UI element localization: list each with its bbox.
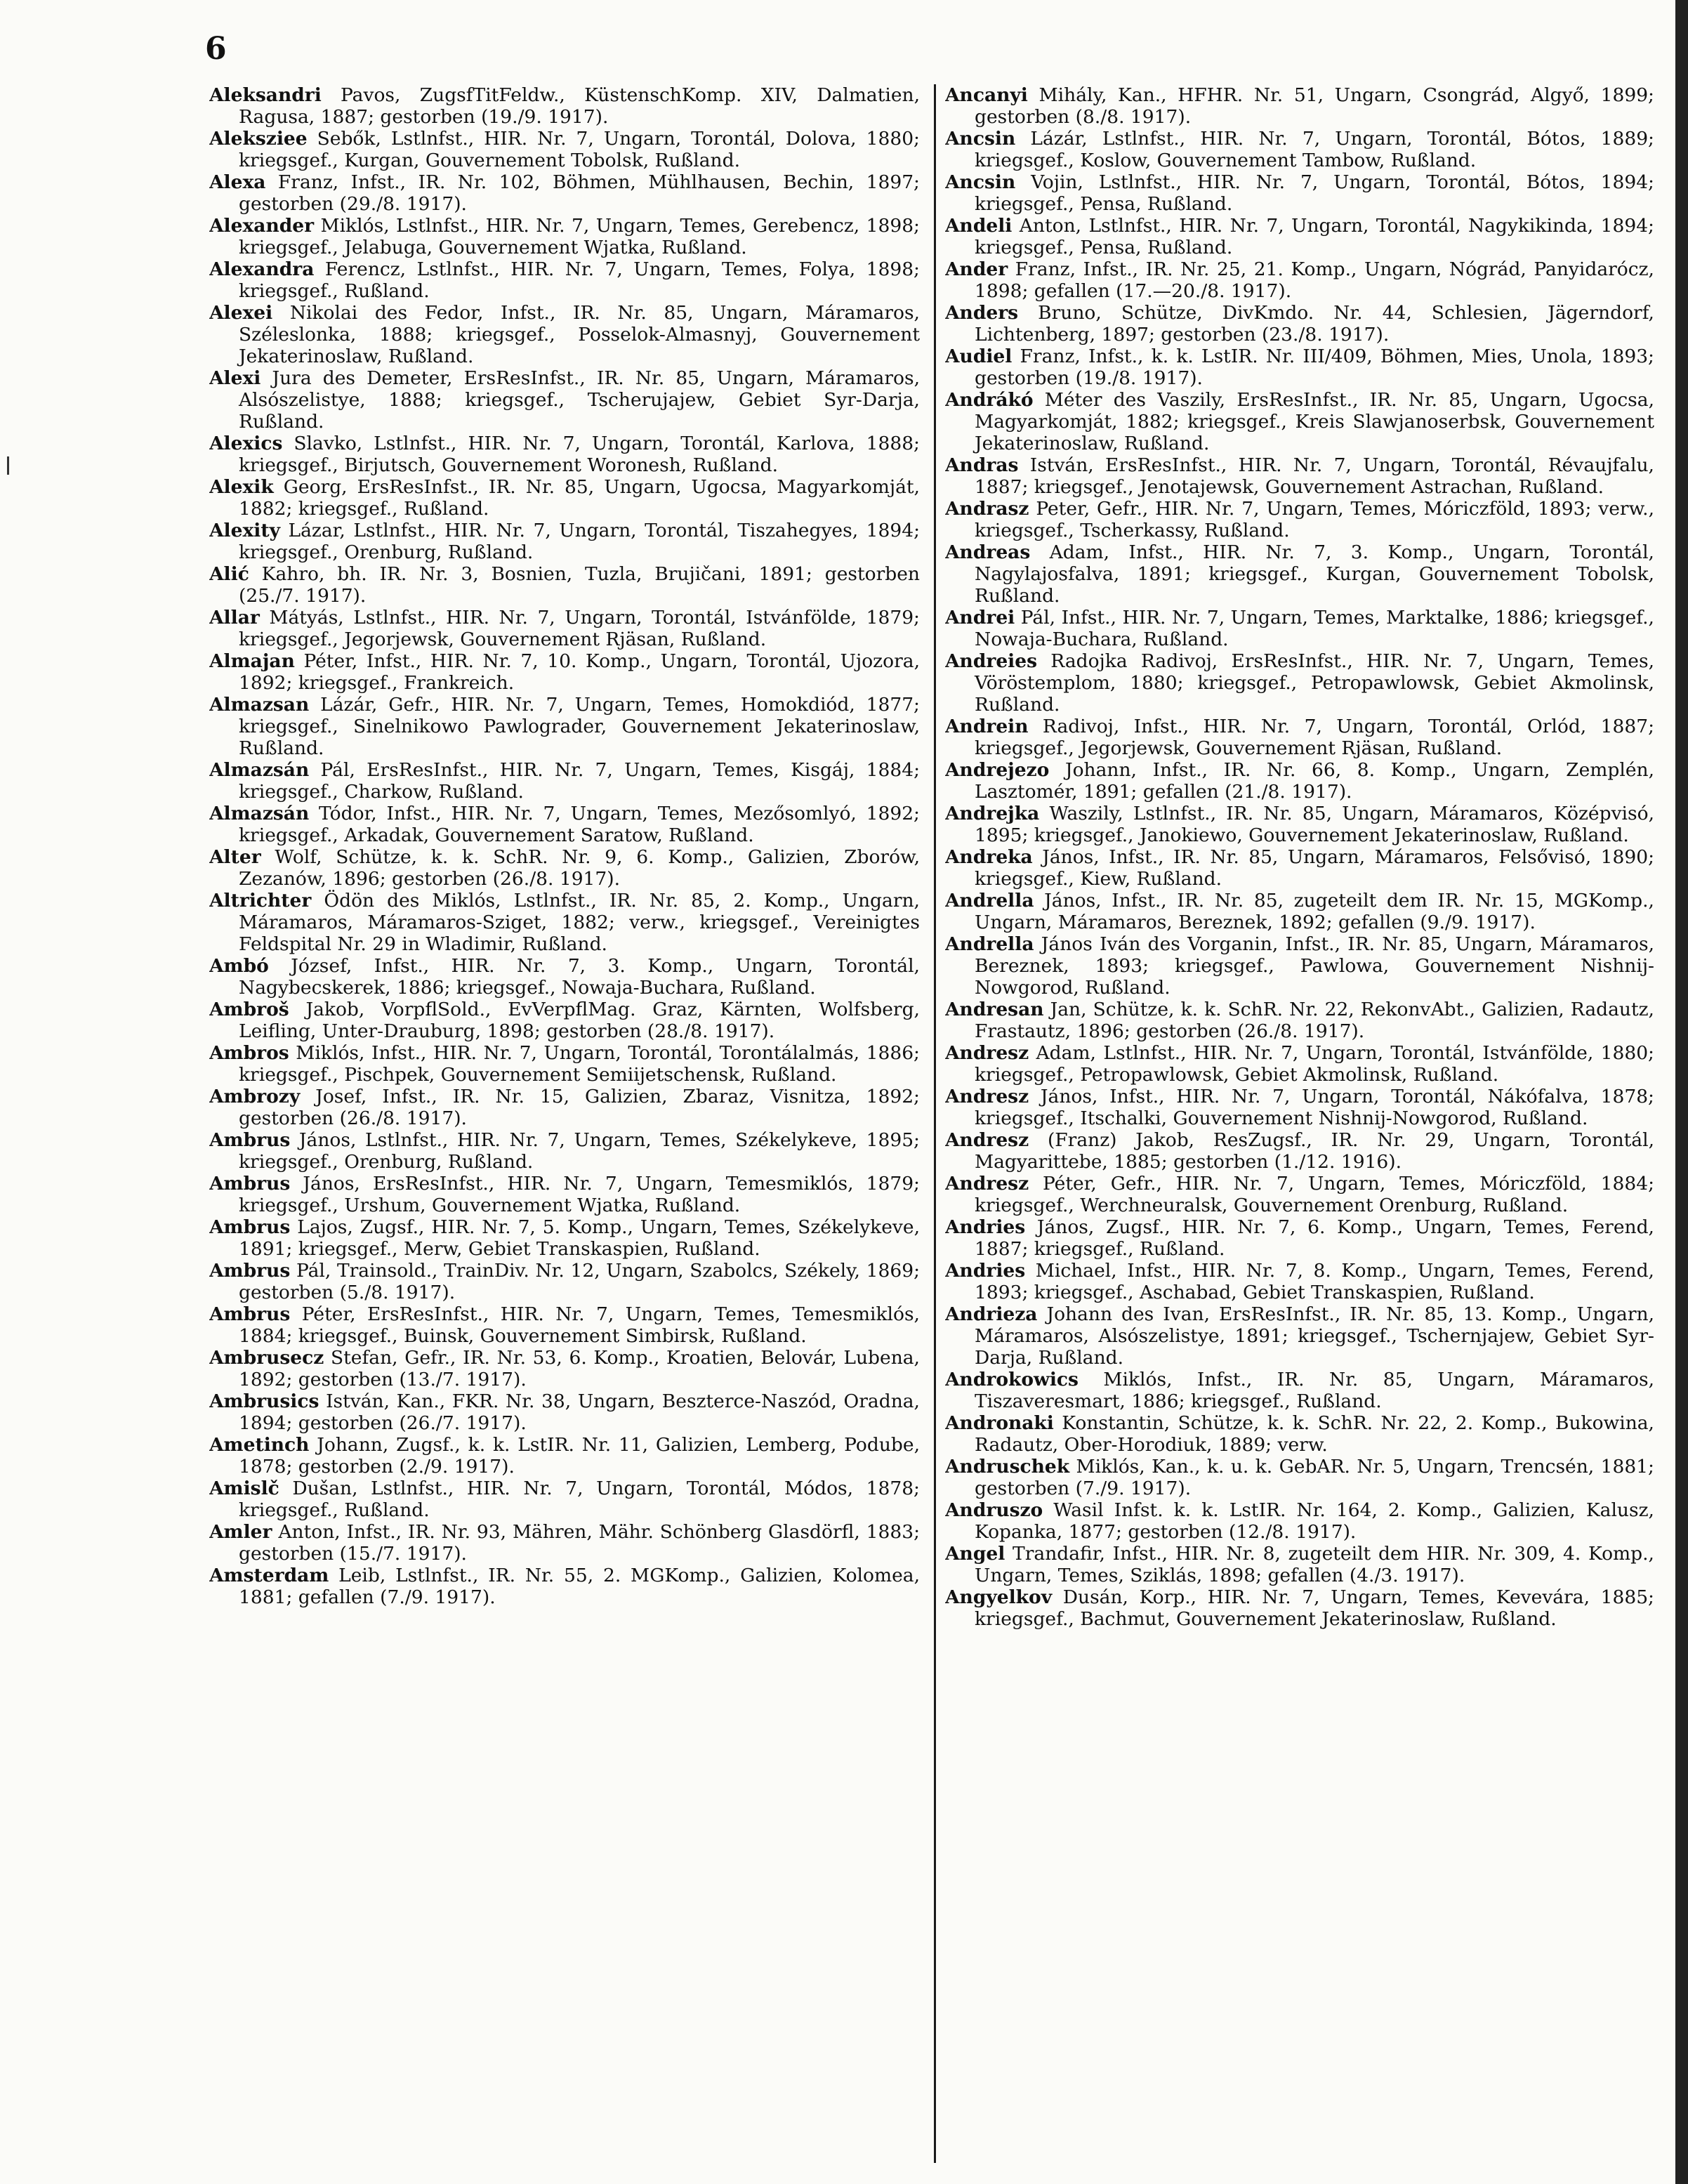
casualty-entry (209, 1347, 920, 1390)
entry-details: Josef, Infst., IR. Nr. 15, Galizien, Zbaraz, Visnitza, 1892; gestorben (26./8. 1917). (239, 1086, 920, 1129)
entry-surname: Andresz (945, 1042, 1029, 1064)
entry-surname: Andras (945, 454, 1019, 476)
entry-details: Lázár, Gefr., HIR. Nr. 7, Ungarn, Temes, Homokdiód, 1877; kriegsgef., Sinelnikowo Pawlograder, Gouvernement Jekaterinoslaw, Rußland. (239, 694, 920, 759)
entry-surname: Almazsan (209, 694, 310, 716)
casualty-entry (209, 302, 920, 367)
casualty-entry (945, 454, 1654, 498)
entry-surname: Alter (209, 846, 261, 868)
entry-details: István, ErsResInfst., HIR. Nr. 7, Ungarn, Torontál, Révaujfalu, 1887; kriegsgef., Jenotajewsk, Gouvernement Astrachan, Rußland. (975, 454, 1654, 498)
entry-surname: Almazsán (209, 803, 310, 824)
entry-details: Slavko, Lstlnfst., HIR. Nr. 7, Ungarn, Torontál, Karlova, 1888; kriegsgef., Birjutsch, Gouvernement Woronesh, Rußland. (239, 433, 920, 476)
entry-surname: Andronaki (945, 1412, 1054, 1434)
entry-surname: Ametinch (209, 1434, 310, 1456)
casualty-entry (945, 389, 1654, 454)
entry-details: Waszily, Lstlnfst., IR. Nr. 85, Ungarn, Máramaros, Középvisó, 1895; kriegsgef., Janokiewo, Gouvernement Jekaterinoslaw, Rußland. (975, 803, 1654, 846)
entry-details: Péter, ErsResInfst., HIR. Nr. 7, Ungarn, Temes, Temesmiklós, 1884; kriegsgef., Buinsk, Gouvernement Simbirsk, Rußland. (239, 1303, 920, 1347)
entry-surname: Andrella (945, 933, 1034, 955)
entry-details: Péter, Gefr., HIR. Nr. 7, Ungarn, Temes, Móriczföld, 1884; kriegsgef., Werchneuralsk, Gouvernement Orenburg, Rußland. (975, 1173, 1654, 1216)
entry-details: Konstantin, Schütze, k. k. SchR. Nr. 22, 2. Komp., Bukowina, Radautz, Ober-Horodiuk, 1889; verw. (975, 1412, 1654, 1456)
entry-surname: Alexandra (209, 258, 315, 280)
casualty-entry (945, 607, 1654, 650)
entry-details: Miklós, Infst., HIR. Nr. 7, Ungarn, Torontál, Torontálalmás, 1886; kriegsgef., Pischpek, Gouvernement Semiijetschensk, Rußland. (239, 1042, 920, 1086)
entry-surname: Andrein (945, 716, 1029, 737)
entry-surname: Ambrus (209, 1173, 291, 1195)
entry-surname: Amislč (209, 1478, 279, 1499)
casualty-entry (209, 367, 920, 433)
entry-surname: Aleksziee (209, 128, 308, 150)
entry-surname: Andruszo (945, 1499, 1043, 1521)
entry-details: József, Infst., HIR. Nr. 7, 3. Komp., Ungarn, Torontál, Nagybecskerek, 1886; kriegsgef., Nowaja-Buchara, Rußland. (239, 955, 920, 999)
entry-surname: Angel (945, 1543, 1005, 1565)
entry-details: Lázar, Lstlnfst., HIR. Nr. 7, Ungarn, Torontál, Tiszahegyes, 1894; kriegsgef., Orenburg, Rußland. (239, 520, 920, 563)
entry-surname: Ambrus (209, 1303, 291, 1325)
casualty-entry (209, 1216, 920, 1260)
entry-details: Georg, ErsResInfst., IR. Nr. 85, Ungarn, Ugocsa, Magyarkomját, 1882; kriegsgef., Rußland. (239, 476, 920, 520)
entry-details: (Franz) Jakob, ResZugsf., IR. Nr. 29, Ungarn, Torontál, Magyarittebe, 1885; gestorben (1./12. 1916). (975, 1129, 1654, 1173)
entry-details: János, Zugsf., HIR. Nr. 7, 6. Komp., Ungarn, Temes, Ferend, 1887; kriegsgef., Rußland. (975, 1216, 1654, 1260)
entry-details: Dušan, Lstlnfst., HIR. Nr. 7, Ungarn, Torontál, Módos, 1878; kriegsgef., Rußland. (239, 1478, 920, 1521)
entry-details: Pavos, ZugsfTitFeldw., KüstenschKomp. XIV, Dalmatien, Ragusa, 1887; gestorben (19./9. 1917). (239, 84, 920, 128)
entry-details: Adam, Infst., HIR. Nr. 7, 3. Komp., Ungarn, Torontál, Nagylajosfalva, 1891; kriegsgef., Kurgan, Gouvernement Tobolsk, Rußland. (975, 541, 1654, 607)
entry-details: Pál, Trainsold., TrainDiv. Nr. 12, Ungarn, Szabolcs, Székely, 1869; gestorben (5./8. 1917). (239, 1260, 920, 1303)
casualty-entry (209, 1478, 920, 1521)
entry-details: Wolf, Schütze, k. k. SchR. Nr. 9, 6. Komp., Galizien, Zborów, Zezanów, 1896; gestorben (26./8. 1917). (239, 846, 920, 890)
casualty-entry (945, 1216, 1654, 1260)
casualty-entry (209, 84, 920, 128)
entry-details: Michael, Infst., HIR. Nr. 7, 8. Komp., Ungarn, Temes, Ferend, 1893; kriegsgef., Aschabad, Gebiet Transkaspien, Rußland. (975, 1260, 1654, 1303)
casualty-entry (945, 890, 1654, 933)
entry-surname: Andreas (945, 541, 1031, 563)
entry-details: Anton, Infst., IR. Nr. 93, Mähren, Mähr. Schönberg Glasdörfl, 1883; gestorben (15./7. 1917). (239, 1521, 920, 1565)
entry-surname: Andries (945, 1260, 1026, 1282)
casualty-entry (945, 346, 1654, 389)
casualty-entry (945, 1456, 1654, 1499)
entry-surname: Alexei (209, 302, 273, 324)
entry-details: János Iván des Vorganin, Infst., IR. Nr. 85, Ungarn, Máramaros, Bereznek, 1893; kriegsgef., Pawlowa, Gouvernement Nishnij-Nowgorod, Rußland. (975, 933, 1654, 999)
casualty-entry (945, 215, 1654, 258)
casualty-entry (209, 520, 920, 563)
entry-details: János, ErsResInfst., HIR. Nr. 7, Ungarn, Temesmiklós, 1879; kriegsgef., Urshum, Gouvernement Wjatka, Rußland. (239, 1173, 920, 1216)
entry-details: Vojin, Lstlnfst., HIR. Nr. 7, Ungarn, Torontál, Bótos, 1894; kriegsgef., Pensa, Rußland. (975, 171, 1654, 215)
casualty-entry (945, 171, 1654, 215)
casualty-entry (945, 846, 1654, 890)
casualty-entry (945, 1260, 1654, 1303)
entry-surname: Andrákó (945, 389, 1034, 411)
entry-details: Wasil Infst. k. k. LstIR. Nr. 164, 2. Komp., Galizien, Kalusz, Kopanka, 1877; gestorben (12./8. 1917). (975, 1499, 1654, 1543)
entry-details: Jura des Demeter, ErsResInfst., IR. Nr. 85, Ungarn, Máramaros, Alsószelistye, 1888; kriegsgef., Tscherujajew, Gebiet Syr-Darja, Rußland. (239, 367, 920, 433)
entry-surname: Almazsán (209, 759, 310, 781)
entry-surname: Ander (945, 258, 1008, 280)
entry-details: Kahro, bh. IR. Nr. 3, Bosnien, Tuzla, Brujičani, 1891; gestorben (25./7. 1917). (239, 563, 920, 607)
casualty-entry (945, 1303, 1654, 1369)
entry-details: Méter des Vaszily, ErsResInfst., IR. Nr. 85, Ungarn, Ugocsa, Magyarkomját, 1882; kriegsgef., Kreis Slawjanoserbsk, Gouvernement Jekaterinoslaw, Rußland. (975, 389, 1654, 454)
entry-surname: Almajan (209, 650, 295, 672)
casualty-entry (209, 563, 920, 607)
entry-details: Bruno, Schütze, DivKmdo. Nr. 44, Schlesien, Jägerndorf, Lichtenberg, 1897; gestorben (23./8. 1917). (975, 302, 1654, 346)
entry-details: Péter, Infst., HIR. Nr. 7, 10. Komp., Ungarn, Torontál, Ujozora, 1892; kriegsgef., Frankreich. (239, 650, 920, 694)
casualty-entry (209, 433, 920, 476)
entry-surname: Ambrusics (209, 1390, 319, 1412)
entry-surname: Andresan (945, 999, 1044, 1020)
entry-details: János, Lstlnfst., HIR. Nr. 7, Ungarn, Temes, Székelykeve, 1895; kriegsgef., Orenburg, Rußland. (239, 1129, 920, 1173)
entry-details: Lajos, Zugsf., HIR. Nr. 7, 5. Komp., Ungarn, Temes, Székelykeve, 1891; kriegsgef., Merw, Gebiet Transkaspien, Rußland. (239, 1216, 920, 1260)
entry-details: Johann des Ivan, ErsResInfst., IR. Nr. 85, 13. Komp., Ungarn, Máramaros, Alsószelistye, 1891; kriegsgef., Tschernjajew, Gebiet Syr-Darja, Rußland. (975, 1303, 1654, 1369)
entry-surname: Ambrus (209, 1216, 291, 1238)
page-number: 6 (205, 31, 227, 67)
entry-surname: Alexik (209, 476, 274, 498)
casualty-entry (209, 171, 920, 215)
entry-details: István, Kan., FKR. Nr. 38, Ungarn, Beszterce-Naszód, Oradna, 1894; gestorben (26./7. 1917). (239, 1390, 920, 1434)
casualty-entry (945, 258, 1654, 302)
casualty-entry (209, 215, 920, 258)
entry-details: Pál, ErsResInfst., HIR. Nr. 7, Ungarn, Temes, Kisgáj, 1884; kriegsgef., Charkow, Rußland. (239, 759, 920, 803)
entry-surname: Andreies (945, 650, 1038, 672)
entry-surname: Anders (945, 302, 1019, 324)
entry-surname: Andreka (945, 846, 1033, 868)
casualty-entry (209, 128, 920, 171)
entry-details: Jan, Schütze, k. k. SchR. Nr. 22, RekonvAbt., Galizien, Radautz, Frastautz, 1896; gestorben (26./8. 1917). (975, 999, 1654, 1042)
entry-details: Miklós, Infst., IR. Nr. 85, Ungarn, Máramaros, Tiszaveresmart, 1886; kriegsgef., Rußland. (975, 1369, 1654, 1412)
entry-surname: Andruschek (945, 1456, 1070, 1478)
casualty-entry (945, 933, 1654, 999)
entry-details: Anton, Lstlnfst., HIR. Nr. 7, Ungarn, Torontál, Nagykikinda, 1894; kriegsgef., Pensa, Rußland. (975, 215, 1654, 258)
casualty-entry (945, 302, 1654, 346)
entry-surname: Andrella (945, 890, 1034, 912)
entry-surname: Andrieza (945, 1303, 1038, 1325)
casualty-entry (945, 803, 1654, 846)
entry-details: Johann, Infst., IR. Nr. 66, 8. Komp., Ungarn, Zemplén, Lasztomér, 1891; gefallen (21./8. 1917). (975, 759, 1654, 803)
casualty-entry (945, 541, 1654, 607)
scan-edge (1675, 0, 1688, 2184)
casualty-entry (209, 999, 920, 1042)
entry-surname: Alexity (209, 520, 280, 541)
casualty-entry (945, 1412, 1654, 1456)
casualty-entry (209, 846, 920, 890)
entry-details: Franz, Infst., IR. Nr. 102, Böhmen, Mühlhausen, Bechin, 1897; gestorben (29./8. 1917). (239, 171, 920, 215)
entry-surname: Androkowics (945, 1369, 1079, 1390)
entry-details: Franz, Infst., k. k. LstIR. Nr. III/409, Böhmen, Mies, Unola, 1893; gestorben (19./8. 1917). (975, 346, 1654, 389)
casualty-entry (945, 1086, 1654, 1129)
column-divider (934, 84, 936, 2163)
entry-surname: Andrei (945, 607, 1015, 629)
casualty-entry (945, 1173, 1654, 1216)
casualty-entry (209, 694, 920, 759)
entry-surname: Amler (209, 1521, 272, 1543)
entry-surname: Ambros (209, 1042, 289, 1064)
entry-details: Johann, Zugsf., k. k. LstIR. Nr. 11, Galizien, Lemberg, Podube, 1878; gestorben (2./9. 1917). (239, 1434, 920, 1478)
casualty-entry (945, 1499, 1654, 1543)
casualty-entry (945, 650, 1654, 716)
casualty-entry (209, 1390, 920, 1434)
casualty-entry (209, 1565, 920, 1608)
entry-details: Lázár, Lstlnfst., HIR. Nr. 7, Ungarn, Torontál, Bótos, 1889; kriegsgef., Koslow, Gouvernement Tambow, Rußland. (975, 128, 1654, 171)
entry-details: Radivoj, Infst., HIR. Nr. 7, Ungarn, Torontál, Orlód, 1887; kriegsgef., Jegorjewsk, Gouvernement Rjäsan, Rußland. (975, 716, 1654, 759)
casualty-entry (945, 716, 1654, 759)
entry-details: Miklós, Lstlnfst., HIR. Nr. 7, Ungarn, Temes, Gerebencz, 1898; kriegsgef., Jelabuga, Gouvernement Wjatka, Rußland. (239, 215, 920, 258)
entry-details: Peter, Gefr., HIR. Nr. 7, Ungarn, Temes, Móriczföld, 1893; verw., kriegsgef., Tscherkassy, Rußland. (975, 498, 1654, 541)
entry-details: Stefan, Gefr., IR. Nr. 53, 6. Komp., Kroatien, Belovár, Lubena, 1892; gestorben (13./7. 1917). (239, 1347, 920, 1390)
entry-details: Pál, Infst., HIR. Nr. 7, Ungarn, Temes, Marktalke, 1886; kriegsgef., Nowaja-Buchara, Rußland. (975, 607, 1654, 650)
entry-details: János, Infst., IR. Nr. 85, Ungarn, Máramaros, Felsővisó, 1890; kriegsgef., Kiew, Rußland. (975, 846, 1654, 890)
entry-surname: Ancsin (945, 128, 1016, 150)
entry-surname: Alexics (209, 433, 283, 454)
entry-surname: Aleksandri (209, 84, 322, 106)
entry-surname: Ambroš (209, 999, 289, 1020)
entry-surname: Amsterdam (209, 1565, 329, 1586)
entry-surname: Andries (945, 1216, 1026, 1238)
casualty-entry (945, 1369, 1654, 1412)
entry-surname: Andresz (945, 1129, 1029, 1151)
entry-surname: Ambrus (209, 1129, 291, 1151)
entry-surname: Angyelkov (945, 1586, 1053, 1608)
casualty-entry (209, 759, 920, 803)
entry-surname: Andresz (945, 1086, 1029, 1107)
casualty-entry (209, 1042, 920, 1086)
entry-details: Jakob, VorpflSold., EvVerpflMag. Graz, Kärnten, Wolfsberg, Leifling, Unter-Drauburg, 1898; gestorben (28./8. 1917). (239, 999, 920, 1042)
right-column (945, 84, 1654, 2163)
entry-surname: Andeli (945, 215, 1013, 237)
casualty-entry (209, 1303, 920, 1347)
casualty-entry (945, 1586, 1654, 1630)
casualty-entry (209, 803, 920, 846)
casualty-entry (945, 1129, 1654, 1173)
entry-details: Trandafir, Infst., HIR. Nr. 8, zugeteilt dem HIR. Nr. 309, 4. Komp., Ungarn, Temes, Sziklás, 1898; gefallen (4./3. 1917). (975, 1543, 1654, 1586)
entry-details: János, Infst., IR. Nr. 85, zugeteilt dem IR. Nr. 15, MGKomp., Ungarn, Máramaros, Bereznek, 1892; gefallen (9./9. 1917). (975, 890, 1654, 933)
casualty-entry (209, 476, 920, 520)
entry-surname: Alić (209, 563, 249, 585)
entry-surname: Alexa (209, 171, 266, 193)
entry-details: Ödön des Miklós, Lstlnfst., IR. Nr. 85, 2. Komp., Ungarn, Máramaros, Máramaros-Sziget, 1882; verw., kriegsgef., Vereinigtes Feldspital Nr. 29 in Wladimir, Rußland. (239, 890, 920, 955)
casualty-entry (209, 258, 920, 302)
entry-surname: Ambó (209, 955, 269, 977)
entry-surname: Ambrus (209, 1260, 291, 1282)
entry-details: Sebők, Lstlnfst., HIR. Nr. 7, Ungarn, Torontál, Dolova, 1880; kriegsgef., Kurgan, Gouvernement Tobolsk, Rußland. (239, 128, 920, 171)
entry-details: Mátyás, Lstlnfst., HIR. Nr. 7, Ungarn, Torontál, Istvánfölde, 1879; kriegsgef., Jegorjewsk, Gouvernement Rjäsan, Rußland. (239, 607, 920, 650)
casualty-entry (209, 890, 920, 955)
entry-surname: Ambrozy (209, 1086, 301, 1107)
casualty-entry (945, 498, 1654, 541)
entry-details: Radojka Radivoj, ErsResInfst., HIR. Nr. 7, Ungarn, Temes, Vöröstemplom, 1880; kriegsgef., Petropawlowsk, Gebiet Akmolinsk, Rußland. (975, 650, 1654, 716)
entry-surname: Ancsin (945, 171, 1016, 193)
entry-details: Nikolai des Fedor, Infst., IR. Nr. 85, Ungarn, Máramaros, Széleslonka, 1888; kriegsgef., Posselok-Almasnyj, Gouvernement Jekaterinoslaw, Rußland. (239, 302, 920, 367)
entry-details: Adam, Lstlnfst., HIR. Nr. 7, Ungarn, Torontál, Istvánfölde, 1880; kriegsgef., Petropawlowsk, Gebiet Akmolinsk, Rußland. (975, 1042, 1654, 1086)
casualty-entry (209, 1521, 920, 1565)
left-column (209, 84, 920, 2163)
entry-surname: Audiel (945, 346, 1013, 367)
entry-surname: Alexi (209, 367, 261, 389)
casualty-entry (945, 1543, 1654, 1586)
entry-details: Dusán, Korp., HIR. Nr. 7, Ungarn, Temes, Kevevára, 1885; kriegsgef., Bachmut, Gouvernement Jekaterinoslaw, Rußland. (975, 1586, 1654, 1630)
casualty-entry (945, 759, 1654, 803)
entry-details: Miklós, Kan., k. u. k. GebAR. Nr. 5, Ungarn, Trencsén, 1881; gestorben (7./9. 1917). (975, 1456, 1654, 1499)
entry-details: Tódor, Infst., HIR. Nr. 7, Ungarn, Temes, Mezősomlyó, 1892; kriegsgef., Arkadak, Gouvernement Saratow, Rußland. (239, 803, 920, 846)
entry-surname: Andrasz (945, 498, 1029, 520)
casualty-entry (209, 955, 920, 999)
casualty-entry (945, 84, 1654, 128)
entry-surname: Andrejka (945, 803, 1040, 824)
entry-surname: Andresz (945, 1173, 1029, 1195)
casualty-entry (209, 1086, 920, 1129)
entry-surname: Allar (209, 607, 260, 629)
entry-details: Ferencz, Lstlnfst., HIR. Nr. 7, Ungarn, Temes, Folya, 1898; kriegsgef., Rußland. (239, 258, 920, 302)
entry-details: Mihály, Kan., HFHR. Nr. 51, Ungarn, Csongrád, Algyő, 1899; gestorben (8./8. 1917). (975, 84, 1654, 128)
entry-details: Leib, Lstlnfst., IR. Nr. 55, 2. MGKomp., Galizien, Kolomea, 1881; gefallen (7./9. 1917). (239, 1565, 920, 1608)
casualty-entry (945, 1042, 1654, 1086)
casualty-entry (945, 999, 1654, 1042)
entry-surname: Ambrusecz (209, 1347, 324, 1369)
casualty-entry (209, 1173, 920, 1216)
entry-details: Franz, Infst., IR. Nr. 25, 21. Komp., Ungarn, Nógrád, Panyidarócz, 1898; gefallen (17.—20./8. 1917). (975, 258, 1654, 302)
scan-mark (7, 456, 9, 475)
casualty-entry (209, 1260, 920, 1303)
entry-surname: Andrejezo (945, 759, 1050, 781)
casualty-entry (945, 128, 1654, 171)
casualty-entry (209, 1434, 920, 1478)
entry-surname: Ancanyi (945, 84, 1028, 106)
entry-surname: Alexander (209, 215, 315, 237)
entry-surname: Altrichter (209, 890, 312, 912)
casualty-entry (209, 607, 920, 650)
casualty-entry (209, 650, 920, 694)
entry-details: János, Infst., HIR. Nr. 7, Ungarn, Torontál, Nákófalva, 1878; kriegsgef., Itschalki, Gouvernement Nishnij-Nowgorod, Rußland. (975, 1086, 1654, 1129)
casualty-entry (209, 1129, 920, 1173)
